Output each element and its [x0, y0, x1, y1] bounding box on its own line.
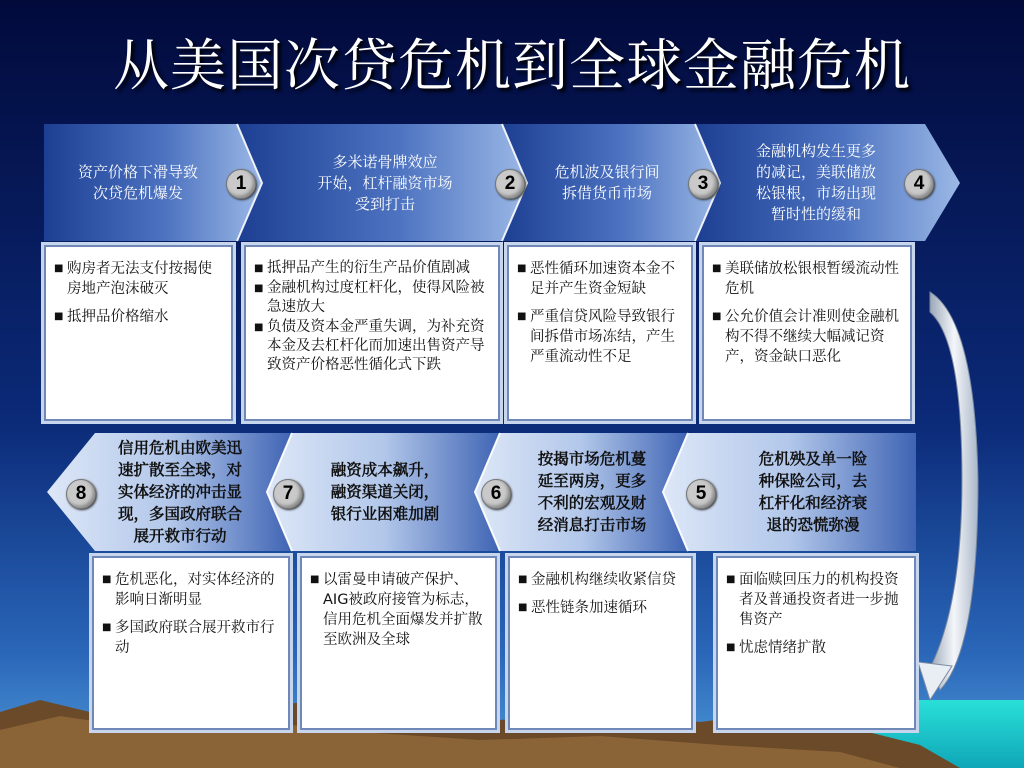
stage-5-number-badge: 5: [686, 479, 716, 509]
stage-4-bullet-1: ■ 美联储放松银根暂缓流动性危机: [712, 259, 904, 299]
stage-3-detail-box: [507, 245, 693, 421]
stage-7-number-badge: 7: [273, 479, 303, 509]
stage-6-bullet-1: ■ 金融机构继续收紧信贷: [518, 570, 685, 590]
stage-8-bullet-1: ■ 危机恶化，对实体经济的影响日渐明显: [102, 570, 282, 610]
stage-4-label: 金融机构发生更多 的减记，美联储放 松银根，市场出现 暂时性的缓和: [755, 142, 876, 223]
stage-5-bullet-1: ■ 面临赎回压力的机构投资者及普通投资者进一步抛售资产: [726, 570, 908, 630]
stage-5-detail-box: [716, 556, 916, 730]
stage-8-label: 信用危机由欧美迅 速扩散至全球，对 实体经济的冲击显 现，多国政府联合 展开救市行动: [117, 439, 242, 545]
stage-4-bullet-2: ■ 公允价值会计准则使金融机构不得不继续大幅减记资产，资金缺口恶化: [712, 307, 904, 367]
stage-2-detail-box: [244, 245, 500, 421]
stage-8-detail-box: [92, 556, 290, 730]
page-title: 从美国次贷危机到全球金融危机: [113, 34, 911, 99]
stage-1-bullet-2: ■ 抵押品价格缩水: [54, 307, 225, 327]
stage-3-bullet-1: ■ 恶性循环加速资本金不足并产生资金短缺: [517, 259, 685, 299]
stage-4-detail-box: [702, 245, 912, 421]
stage-8-number-badge: 8: [66, 479, 96, 509]
stage-6-label: 按揭市场危机蔓 延至两房，更多 不利的宏观及财 经消息打击市场: [537, 450, 647, 534]
stage-4-number-badge: 4: [904, 169, 934, 199]
stage-5-bullet-2: ■ 忧虑情绪扩散: [726, 638, 908, 658]
stage-2-bullet-1: ■ 抵押品产生的衍生产品价值剧减: [254, 259, 492, 278]
stage-3-label: 危机波及银行间 拆借货币市场: [554, 163, 660, 202]
stage-7-bullet-1: ■ 以雷曼申请破产保护、AIG被政府接管为标志，信用危机全面爆发并扩散至欧洲及全球: [310, 570, 489, 650]
stage-7-label: 融资成本飙升， 融资渠道关闭， 银行业困难加剧: [330, 461, 440, 523]
stage-3-number-badge: 3: [688, 169, 718, 199]
stage-2-bullet-2: ■ 金融机构过度杠杆化，使得风险被急速放大: [254, 279, 492, 317]
stage-1-number-badge: 1: [226, 169, 256, 199]
stage-6-detail-box: [508, 556, 693, 730]
stage-3-bullet-2: ■ 严重信贷风险导致银行间拆借市场冻结，产生严重流动性不足: [517, 307, 685, 367]
stage-6-bullet-2: ■ 恶性链条加速循环: [518, 598, 685, 618]
stage-2-bullet-3: ■ 负债及资本金严重失调，为补充资本金及去杠杆化而加速出售资产导致资产价格恶性循化式下跌: [254, 318, 492, 375]
stage-1-label: 资产价格下滑导致 次贷危机爆发: [77, 163, 198, 202]
stage-7-detail-box: [300, 556, 497, 730]
stage-6-number-badge: 6: [481, 479, 511, 509]
stage-1-detail-box: [44, 245, 233, 421]
stage-8-bullet-2: ■ 多国政府联合展开救市行动: [102, 618, 282, 658]
stage-2-label: 多米诺骨牌效应 开始，杠杆融资市场 受到打击: [317, 152, 453, 213]
stage-2-number-badge: 2: [495, 169, 525, 199]
stage-5-label: 危机殃及单一险 种保险公司，去 杠杆化和经济衰 退的恐慌弥漫: [758, 450, 868, 534]
stage-1-bullet-1: ■ 购房者无法支付按揭使房地产泡沫破灭: [54, 259, 225, 299]
